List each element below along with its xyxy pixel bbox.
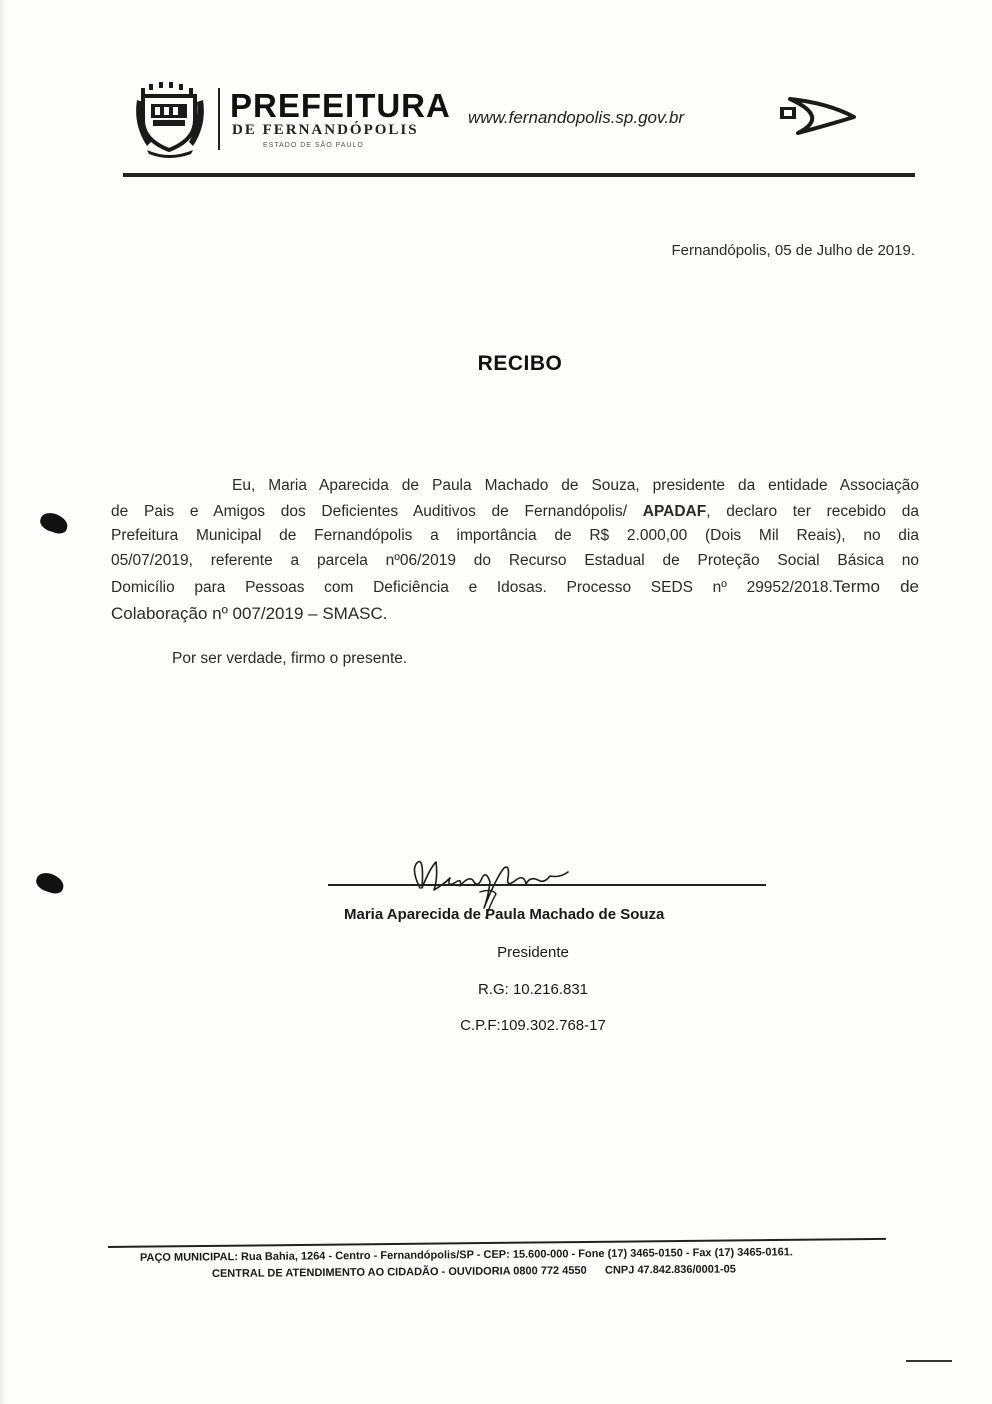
punch-hole	[34, 870, 66, 896]
body-line: Prefeitura Municipal de Fernandópolis a importância de R$ 2.000,00 (Dois Mil Reais), no dia	[111, 527, 919, 544]
signature-line	[328, 884, 766, 886]
date-line: Fernandópolis, 05 de Julho de 2019.	[671, 242, 915, 259]
website-link[interactable]: www.fernandopolis.sp.gov.br	[468, 108, 685, 127]
body-line-text: Domicílio para Pessoas com Deficiência e Idosas. Processo SEDS nº 29952/2018.	[111, 579, 833, 596]
arrow-emblem-icon	[778, 95, 856, 135]
signer-rg: R.G: 10.216.831	[477, 981, 589, 998]
logo-title: PREFEITURA	[230, 87, 451, 124]
body-line: Colaboração nº 007/2019 – SMASC.	[111, 604, 388, 623]
signer-role: Presidente	[497, 944, 569, 961]
body-line-text: Termo de	[832, 577, 919, 596]
footer-address: PAÇO MUNICIPAL: Rua Bahia, 1264 - Centro - Fernandópolis/SP - CEP: 15.600-000 - Fone (17) 3465-0150 - Fax (17) 3465-0161.	[139, 1246, 793, 1264]
body-line	[111, 502, 919, 522]
org-acronym: APADAF	[642, 503, 707, 520]
punch-hole	[38, 510, 70, 536]
document-title: RECIBO	[477, 352, 563, 375]
closing-statement: Por ser verdade, firmo o presente.	[172, 650, 408, 667]
municipal-crest-icon	[133, 80, 207, 158]
scan-mark	[906, 1360, 952, 1362]
footer-cnpj: CNPJ 47.842.836/0001-05	[604, 1263, 736, 1277]
footer-ombudsman: CENTRAL DE ATENDIMENTO AO CIDADÃO - OUVIDORIA 0800 772 4550	[211, 1264, 587, 1280]
logo-divider	[218, 88, 220, 150]
body-line-text: , declaro ter recebido da	[706, 503, 919, 520]
logo-state: ESTADO DE SÃO PAULO	[263, 142, 364, 149]
body-line: Eu, Maria Aparecida de Paula Machado de Souza, presidente da entidade Associação	[232, 477, 919, 494]
signer-cpf: C.P.F:109.302.768-17	[460, 1017, 606, 1034]
footer-contact	[212, 1263, 736, 1280]
signer-name: Maria Aparecida de Paula Machado de Souza	[344, 906, 665, 923]
body-line	[111, 577, 919, 598]
header-rule	[123, 173, 915, 177]
scan-edge	[0, 0, 6, 1404]
logo-subtitle: DE FERNANDÓPOLIS	[232, 122, 419, 138]
body-line: 05/07/2019, referente a parcela nº06/2019 do Recurso Estadual de Proteção Social Básica no	[111, 552, 919, 569]
body-line-text: de Pais e Amigos dos Deficientes Auditivos de Fernandópolis/	[111, 503, 628, 520]
